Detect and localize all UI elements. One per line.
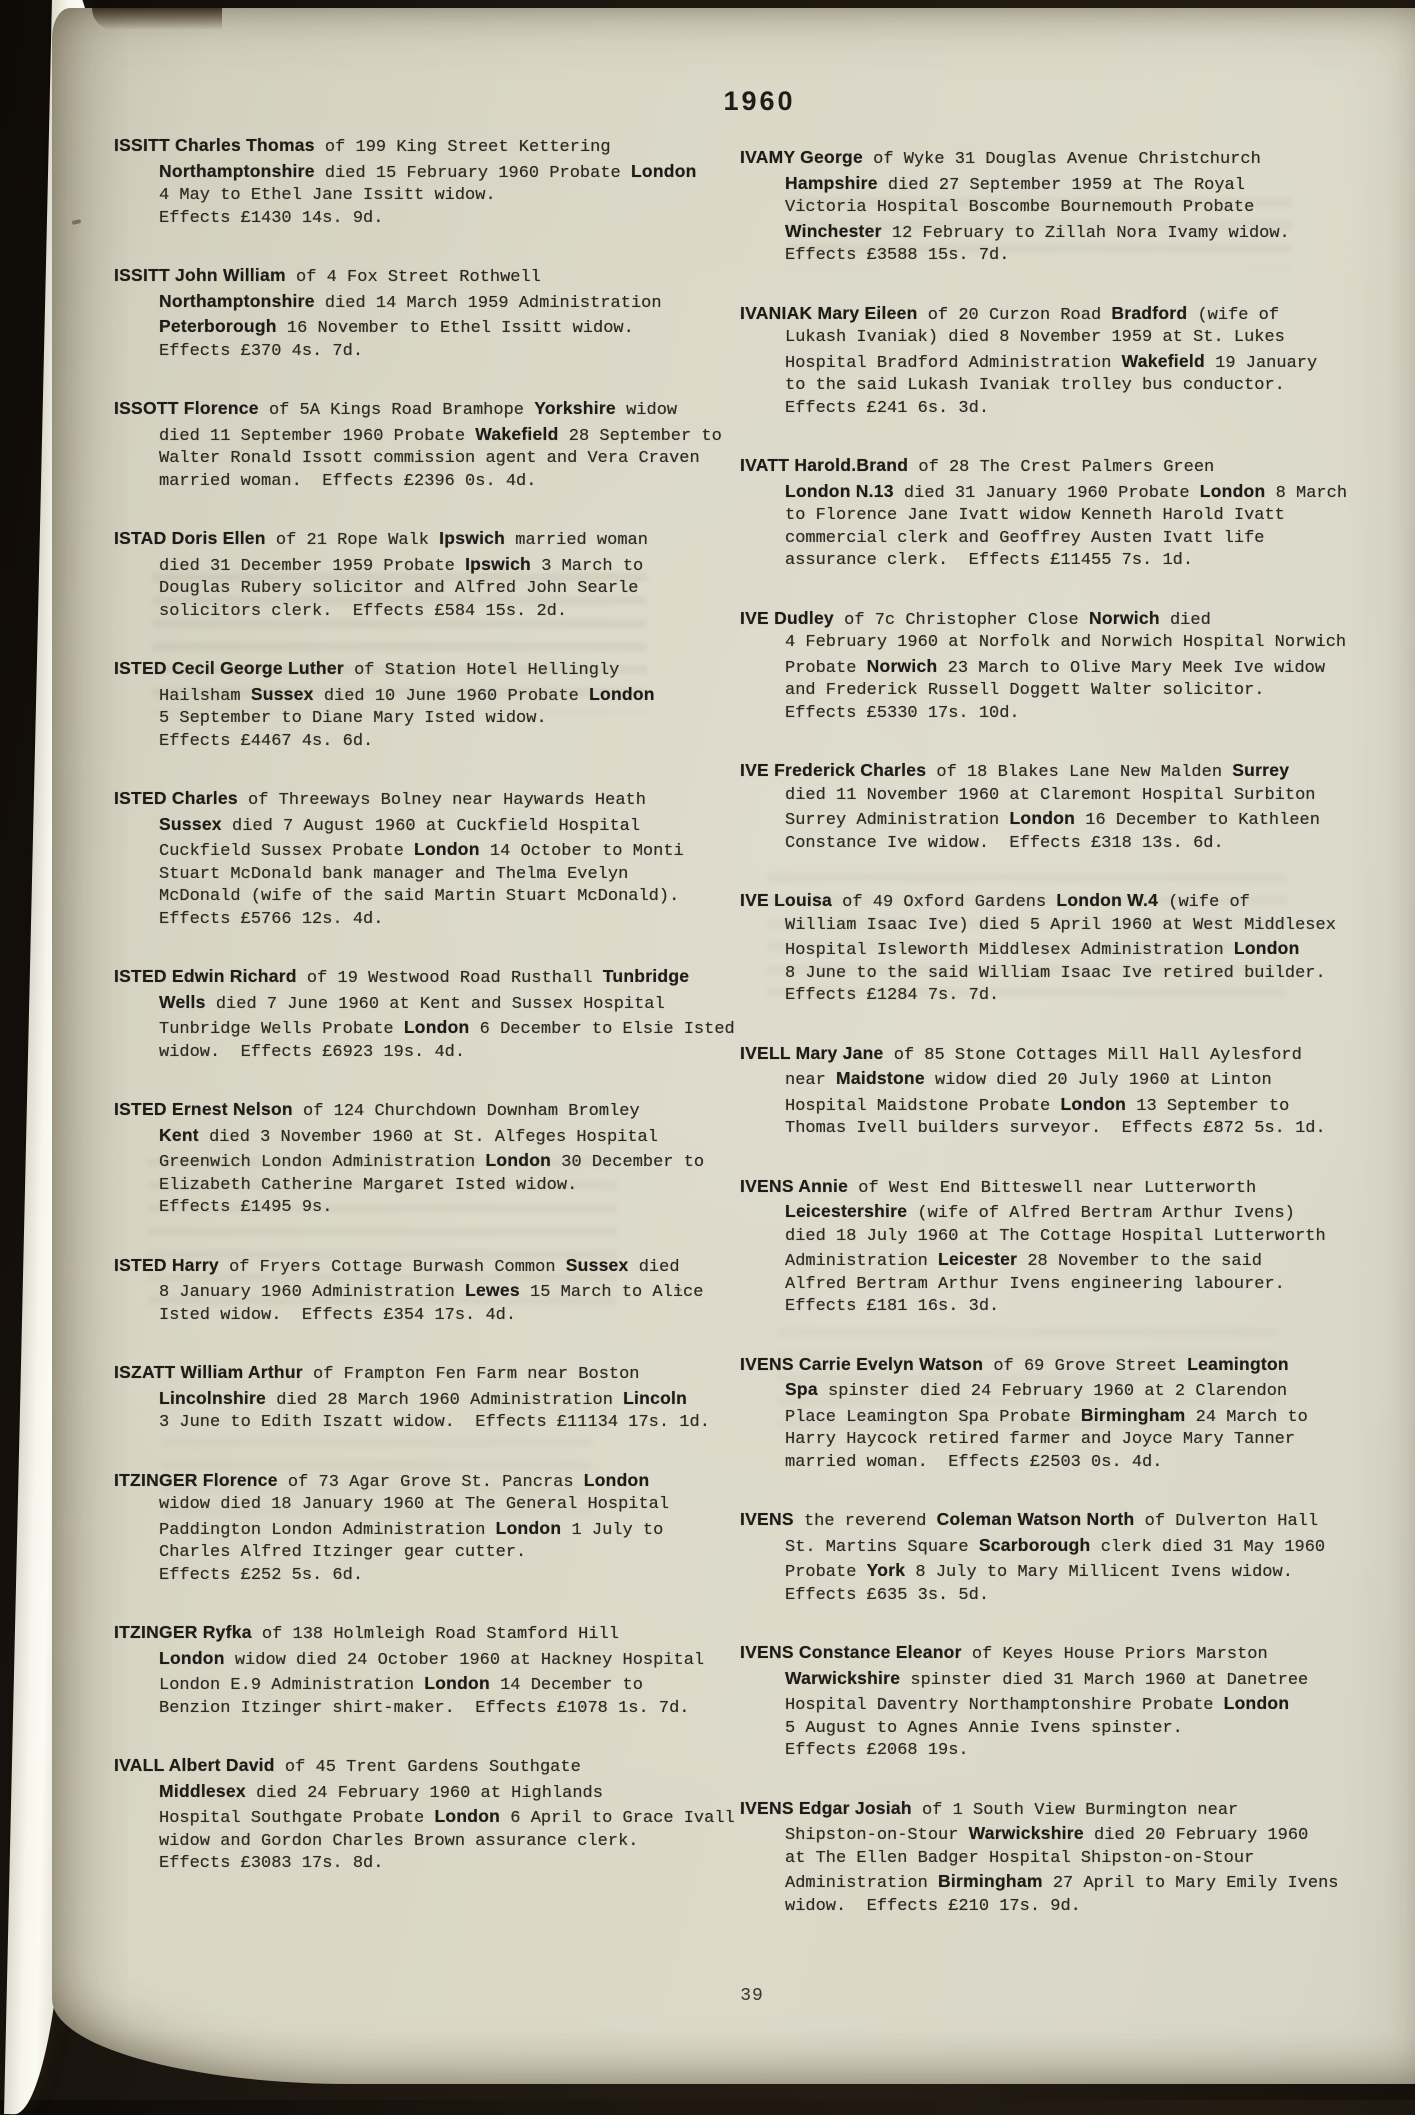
probate-entry xyxy=(114,1621,762,1720)
bold-name-or-registry: Tunbridge xyxy=(602,966,690,986)
bold-name-or-registry: IVENS Annie xyxy=(740,1175,849,1196)
bold-name-or-registry: Lincoln xyxy=(623,1387,688,1408)
probate-entry xyxy=(114,1254,762,1328)
entry-line: IVE Frederick Charles of 18 Blakes Lane New Malden Surrey xyxy=(740,760,1290,782)
bold-name-or-registry: Lewes xyxy=(465,1280,520,1300)
probate-entry xyxy=(114,134,762,230)
entry-line: died 31 December 1959 Probate Ipswich 3 March to xyxy=(159,553,644,576)
entry-line: Walter Ronald Issott commission agent and Vera Craven xyxy=(159,449,700,468)
bold-name-or-registry: London N.13 xyxy=(785,480,894,501)
bold-name-or-registry: Warwickshire xyxy=(785,1667,901,1688)
bold-name-or-registry: London xyxy=(495,1517,562,1538)
entry-line: Probate Norwich 23 March to Olive Mary Meek Ive widow xyxy=(785,655,1326,678)
probate-entry xyxy=(114,1469,762,1588)
bold-name-or-registry: ISTED Ernest Nelson xyxy=(114,1099,293,1119)
bold-name-or-registry: IVENS Edgar Josiah xyxy=(740,1797,912,1818)
entry-line: Surrey Administration London 16 December to Kathleen xyxy=(785,808,1320,830)
bold-name-or-registry: IVENS Constance Eleanor xyxy=(740,1642,962,1662)
entry-line: ISTED Edwin Richard of 19 Westwood Road Rusthall Tunbridge xyxy=(114,966,690,988)
bold-name-or-registry: Scarborough xyxy=(978,1534,1091,1555)
probate-entry xyxy=(740,146,1388,268)
entry-line: Victoria Hospital Boscombe Bournemouth Probate xyxy=(785,198,1255,217)
page-number: 39 xyxy=(740,1986,764,2006)
entry-line: IVENS Constance Eleanor of Keyes House Priors Marston xyxy=(740,1642,1268,1664)
probate-entry xyxy=(114,1098,762,1220)
entry-line: solicitors clerk. Effects £584 15s. 2d. xyxy=(159,601,568,621)
entry-line: Peterborough 16 November to Ethel Issitt widow. xyxy=(159,316,634,338)
bold-name-or-registry: Norwich xyxy=(1088,607,1160,628)
probate-entry xyxy=(114,965,762,1064)
entry-line: Effects £1430 14s. 9d. xyxy=(159,208,384,228)
entry-line: Effects £3588 15s. 7d. xyxy=(785,246,1010,265)
entry-line: Alfred Bertram Arthur Ivens engineering labourer. xyxy=(785,1274,1285,1294)
entry-line: Administration Leicester 28 November to the said xyxy=(785,1249,1262,1271)
bold-name-or-registry: Spa xyxy=(785,1379,818,1399)
bold-name-or-registry: ITZINGER Florence xyxy=(114,1469,278,1490)
bold-name-or-registry: Coleman Watson North xyxy=(936,1509,1135,1529)
entry-line: IVELL Mary Jane of 85 Stone Cottages Mill Hall Aylesford xyxy=(740,1042,1302,1065)
bold-name-or-registry: London xyxy=(583,1469,650,1490)
bold-name-or-registry: IVAMY George xyxy=(740,147,863,167)
bold-name-or-registry: Yorkshire xyxy=(534,398,616,418)
entry-line: Greenwich London Administration London 30 December to xyxy=(159,1150,705,1172)
bold-name-or-registry: London xyxy=(159,1647,225,1668)
entry-line: ISTED Charles of Threeways Bolney near Haywards Heath xyxy=(114,788,646,810)
probate-entry xyxy=(740,889,1388,1008)
bold-name-or-registry: ISZATT William Arthur xyxy=(114,1362,303,1382)
entry-line: Effects £181 16s. 3d. xyxy=(785,1297,1000,1316)
entry-line: Isted widow. Effects £354 17s. 4d. xyxy=(159,1305,517,1325)
bold-name-or-registry: London W.4 xyxy=(1056,890,1159,910)
year-header: 1960 xyxy=(723,86,796,116)
bold-name-or-registry: IVE Frederick Charles xyxy=(740,760,927,780)
entry-line: died 11 November 1960 at Claremont Hospital Surbiton xyxy=(785,785,1316,805)
bold-name-or-registry: London xyxy=(630,160,697,181)
entry-line: Place Leamington Spa Probate Birmingham 24 March to xyxy=(785,1404,1308,1427)
bold-name-or-registry: York xyxy=(866,1560,906,1580)
bold-name-or-registry: IVE Dudley xyxy=(740,607,834,628)
entry-line: Lukash Ivaniak) died 8 November 1959 at St. Lukes xyxy=(785,328,1285,347)
bold-name-or-registry: ISTED Edwin Richard xyxy=(114,966,297,986)
probate-entry xyxy=(740,1508,1388,1607)
entry-line: 8 January 1960 Administration Lewes 15 March to Alice xyxy=(159,1280,704,1302)
probate-entry xyxy=(740,1641,1388,1763)
probate-entry xyxy=(740,607,1388,726)
bold-name-or-registry: Surrey xyxy=(1232,760,1290,780)
probate-entry xyxy=(114,397,762,493)
entry-line: 8 June to the said William Isaac Ive retired builder. xyxy=(785,963,1326,983)
entry-line: Paddington London Administration London 1 July to xyxy=(159,1517,664,1540)
entry-line: widow and Gordon Charles Brown assurance clerk. xyxy=(159,1831,639,1851)
entry-line: Thomas Ivell builders surveyor. Effects £872 5s. 1d. xyxy=(785,1119,1326,1138)
entry-line: Administration Birmingham 27 April to Mary Emily Ivens xyxy=(785,1871,1339,1893)
bold-name-or-registry: Birmingham xyxy=(1080,1404,1186,1425)
bold-name-or-registry: London xyxy=(1009,808,1076,828)
bold-name-or-registry: London xyxy=(589,683,655,704)
bold-name-or-registry: ITZINGER Ryfka xyxy=(114,1622,252,1642)
entry-line: London N.13 died 31 January 1960 Probate London 8 March xyxy=(785,480,1348,503)
bold-name-or-registry: IVENS xyxy=(740,1509,794,1529)
probate-entry xyxy=(740,454,1388,573)
entry-line: London widow died 24 October 1960 at Hackney Hospital xyxy=(159,1647,705,1670)
bold-name-or-registry: IVENS Carrie Evelyn Watson xyxy=(740,1353,984,1374)
entry-line: Hospital Southgate Probate London 6 April to Grace Ivall xyxy=(159,1806,735,1828)
entry-line: McDonald (wife of the said Martin Stuart McDonald). xyxy=(159,887,680,906)
entry-line: Hospital Bradford Administration Wakefield 19 January xyxy=(785,350,1318,373)
entry-line: Effects £5330 17s. 10d. xyxy=(785,703,1020,723)
entry-line: ISSITT John William of 4 Fox Street Rothwell xyxy=(114,265,541,287)
probate-entry xyxy=(740,759,1388,855)
entry-line: Leicestershire (wife of Alfred Bertram Arthur Ivens) xyxy=(785,1201,1295,1223)
entry-line: Hospital Isleworth Middlesex Administration London xyxy=(785,938,1300,960)
entry-line: IVATT Harold.Brand of 28 The Crest Palmers Green xyxy=(740,455,1215,477)
entry-line: Constance Ive widow. Effects £318 13s. 6d. xyxy=(785,833,1224,853)
entry-line: Effects £2068 19s. xyxy=(785,1741,969,1760)
entry-line: Kent died 3 November 1960 at St. Alfeges Hospital xyxy=(159,1124,658,1147)
bold-name-or-registry: Bradford xyxy=(1111,302,1188,323)
bold-name-or-registry: Wells xyxy=(159,991,206,1012)
bold-name-or-registry: Maidstone xyxy=(836,1068,925,1088)
bold-name-or-registry: London xyxy=(1199,480,1266,501)
entry-line: ITZINGER Ryfka of 138 Holmleigh Road Stamford Hill xyxy=(114,1622,619,1644)
entry-line: Northamptonshire died 14 March 1959 Administration xyxy=(159,290,662,313)
bold-name-or-registry: ISSITT Charles Thomas xyxy=(114,135,315,155)
entry-line: ISSOTT Florence of 5A Kings Road Bramhope Yorkshire widow xyxy=(114,398,678,420)
bold-name-or-registry: London xyxy=(485,1150,552,1170)
bold-name-or-registry: Kent xyxy=(159,1124,199,1145)
bold-name-or-registry: London xyxy=(1233,938,1300,958)
probate-entry xyxy=(740,1175,1388,1319)
entry-line: IVANIAK Mary Eileen of 20 Curzon Road Bradford (wife of xyxy=(740,302,1280,325)
entry-line: Winchester 12 February to Zillah Nora Ivamy widow. xyxy=(785,220,1290,243)
entry-line: Harry Haycock retired farmer and Joyce Mary Tanner xyxy=(785,1430,1296,1449)
entry-line: Stuart McDonald bank manager and Thelma Evelyn xyxy=(159,864,629,884)
probate-entry xyxy=(114,787,762,931)
entry-line: Effects £370 4s. 7d. xyxy=(159,341,364,361)
entry-line: near Maidstone widow died 20 July 1960 at Linton xyxy=(785,1068,1272,1090)
entry-line: Middlesex died 24 February 1960 at Highlands xyxy=(159,1780,603,1803)
entry-line: 4 February 1960 at Norfolk and Norwich Hospital Norwich xyxy=(785,633,1347,652)
bold-name-or-registry: Ipswich xyxy=(439,528,506,548)
probate-entry xyxy=(740,1353,1388,1475)
bold-name-or-registry: London xyxy=(434,1806,501,1826)
bold-name-or-registry: ISTED Harry xyxy=(114,1254,219,1275)
bold-name-or-registry: Leamington xyxy=(1187,1353,1289,1374)
entry-line: ISZATT William Arthur of Frampton Fen Farm near Boston xyxy=(114,1362,640,1384)
entry-line: Warwickshire spinster died 31 March 1960 at Danetree xyxy=(785,1667,1309,1690)
entry-line: Shipston-on-Stour Warwickshire died 20 February 1960 xyxy=(785,1823,1309,1845)
right-column xyxy=(740,146,1388,1952)
entry-line: Wells died 7 June 1960 at Kent and Sussex Hospital xyxy=(159,991,665,1014)
bold-name-or-registry: London xyxy=(1060,1093,1127,1114)
bold-name-or-registry: Leicester xyxy=(938,1249,1018,1269)
entry-line: to Florence Jane Ivatt widow Kenneth Harold Ivatt xyxy=(785,506,1285,525)
entry-line: married woman. Effects £2503 0s. 4d. xyxy=(785,1452,1163,1472)
bold-name-or-registry: ISSOTT Florence xyxy=(114,398,259,418)
bold-name-or-registry: London xyxy=(1223,1693,1290,1713)
bold-name-or-registry: Middlesex xyxy=(159,1780,246,1801)
entry-line: Effects £241 6s. 3d. xyxy=(785,398,990,418)
bold-name-or-registry: ISTED Charles xyxy=(114,788,238,808)
probate-entry xyxy=(114,1754,762,1876)
entry-line: 4 May to Ethel Jane Issitt widow. xyxy=(159,186,496,205)
entry-line: Northamptonshire died 15 February 1960 Probate London xyxy=(159,160,697,183)
entry-line: died 11 September 1960 Probate Wakefield 28 September to xyxy=(159,423,722,446)
probate-entry xyxy=(114,264,762,363)
bold-name-or-registry: Warwickshire xyxy=(968,1823,1084,1843)
margin-mark xyxy=(72,219,82,225)
entry-line: IVE Louisa of 49 Oxford Gardens London W.4 (wife of xyxy=(740,890,1250,912)
bold-name-or-registry: Lincolnshire xyxy=(159,1387,267,1408)
entry-line: Hospital Maidstone Probate London 13 September to xyxy=(785,1093,1290,1116)
bold-name-or-registry: Wakefield xyxy=(1121,350,1205,371)
entry-line: ISTED Ernest Nelson of 124 Churchdown Downham Bromley xyxy=(114,1099,640,1121)
entry-line: Charles Alfred Itzinger gear cutter. xyxy=(159,1543,527,1562)
bold-name-or-registry: ISTED Cecil George Luther xyxy=(114,658,344,678)
entry-line: Effects £635 3s. 5d. xyxy=(785,1585,990,1605)
bold-name-or-registry: London xyxy=(424,1673,490,1693)
entry-line: widow. Effects £6923 19s. 4d. xyxy=(159,1042,466,1062)
entry-line: Sussex died 7 August 1960 at Cuckfield Hospital xyxy=(159,813,641,836)
bold-name-or-registry: IVANIAK Mary Eileen xyxy=(740,302,918,323)
entry-line: at The Ellen Badger Hospital Shipston-on-Stour xyxy=(785,1848,1255,1868)
bold-name-or-registry: IVALL Albert David xyxy=(114,1755,275,1775)
bold-name-or-registry: Norwich xyxy=(866,655,938,676)
probate-page xyxy=(52,8,1415,2084)
entry-line: IVALL Albert David of 45 Trent Gardens Southgate xyxy=(114,1755,581,1777)
entry-line: ISTED Cecil George Luther of Station Hotel Hellingly xyxy=(114,658,620,680)
bold-name-or-registry: Sussex xyxy=(159,813,222,834)
entry-line: Douglas Rubery solicitor and Alfred John Searle xyxy=(159,579,639,598)
entry-line: IVAMY George of Wyke 31 Douglas Avenue Christchurch xyxy=(740,147,1261,169)
probate-entry xyxy=(740,1042,1388,1141)
entry-line: widow died 18 January 1960 at The General Hospital xyxy=(159,1495,670,1514)
entry-line: Hospital Daventry Northamptonshire Probate London xyxy=(785,1693,1290,1715)
entry-line: married woman. Effects £2396 0s. 4d. xyxy=(159,471,537,491)
bold-name-or-registry: Winchester xyxy=(785,220,882,241)
entry-line: widow. Effects £210 17s. 9d. xyxy=(785,1896,1081,1916)
entry-line: St. Martins Square Scarborough clerk died 31 May 1960 xyxy=(785,1534,1326,1557)
entry-line: Effects £1495 9s. xyxy=(159,1198,333,1217)
bold-name-or-registry: IVE Louisa xyxy=(740,890,832,910)
entry-line: IVENS the reverend Coleman Watson North of Dulverton Hall xyxy=(740,1509,1319,1531)
entry-line: Probate York 8 July to Mary Millicent Ivens widow. xyxy=(785,1560,1293,1582)
entry-line: ITZINGER Florence of 73 Agar Grove St. Pancras London xyxy=(114,1469,650,1492)
entry-line: ISTAD Doris Ellen of 21 Rope Walk Ipswich married woman xyxy=(114,528,648,550)
binding-shadow xyxy=(92,8,222,30)
entry-line: Elizabeth Catherine Margaret Isted widow. xyxy=(159,1175,578,1195)
entry-line: and Frederick Russell Doggett Walter solicitor. xyxy=(785,681,1265,700)
probate-entry xyxy=(114,657,762,753)
bold-name-or-registry: Birmingham xyxy=(938,1871,1043,1891)
bold-name-or-registry: Sussex xyxy=(250,683,314,704)
bold-name-or-registry: ISSITT John William xyxy=(114,265,286,285)
bold-name-or-registry: ISTAD Doris Ellen xyxy=(114,528,266,548)
bold-name-or-registry: Sussex xyxy=(565,1254,629,1275)
entry-line: 5 August to Agnes Annie Ivens spinster. xyxy=(785,1718,1183,1738)
entry-line: died 18 July 1960 at The Cottage Hospital Lutterworth xyxy=(785,1226,1326,1246)
entry-line: commercial clerk and Geoffrey Austen Ivatt life xyxy=(785,528,1265,548)
entry-line: 5 September to Diane Mary Isted widow. xyxy=(159,709,547,728)
entry-line: Effects £1284 7s. 7d. xyxy=(785,986,1000,1005)
entry-line: ISSITT Charles Thomas of 199 King Street Kettering xyxy=(114,135,611,157)
entry-line: ISTED Harry of Fryers Cottage Burwash Common Sussex died xyxy=(114,1254,680,1277)
entry-line: Effects £252 5s. 6d. xyxy=(159,1565,364,1585)
entry-line: Hampshire died 27 September 1959 at The Royal xyxy=(785,172,1245,195)
bold-name-or-registry: IVATT Harold.Brand xyxy=(740,455,909,475)
bold-name-or-registry: Peterborough xyxy=(159,316,277,336)
entry-line: Hailsham Sussex died 10 June 1960 Probate London xyxy=(159,683,655,706)
entry-line: William Isaac Ive) died 5 April 1960 at West Middlesex xyxy=(785,915,1336,935)
bold-name-or-registry: Wakefield xyxy=(475,423,559,444)
bold-name-or-registry: London xyxy=(403,1017,470,1037)
entry-line: assurance clerk. Effects £11455 7s. 1d. xyxy=(785,551,1194,570)
entry-line: Spa spinster died 24 February 1960 at 2 Clarendon xyxy=(785,1379,1288,1401)
entry-line: Effects £4467 4s. 6d. xyxy=(159,731,374,751)
entry-line: IVE Dudley of 7c Christopher Close Norwich died xyxy=(740,607,1211,630)
entry-line: Effects £3083 17s. 8d. xyxy=(159,1854,384,1873)
left-column xyxy=(114,134,762,1910)
entry-line: 3 June to Edith Iszatt widow. Effects £11134 17s. 1d. xyxy=(159,1413,710,1432)
entry-line: to the said Lukash Ivaniak trolley bus conductor. xyxy=(785,376,1285,395)
entry-line: IVENS Carrie Evelyn Watson of 69 Grove Street Leamington xyxy=(740,1353,1289,1376)
bold-name-or-registry: Northamptonshire xyxy=(159,160,315,181)
entry-line: Cuckfield Sussex Probate London 14 October to Monti xyxy=(159,839,684,861)
entry-line: London E.9 Administration London 14 December to xyxy=(159,1673,643,1695)
entry-line: IVENS Annie of West End Bitteswell near Lutterworth xyxy=(740,1175,1257,1198)
entry-line: Benzion Itzinger shirt-maker. Effects £1078 1s. 7d. xyxy=(159,1698,690,1718)
bold-name-or-registry: London xyxy=(414,839,480,859)
entry-line: Lincolnshire died 28 March 1960 Administration Lincoln xyxy=(159,1387,688,1410)
probate-entry xyxy=(114,1361,762,1435)
entry-line: IVENS Edgar Josiah of 1 South View Burmington near xyxy=(740,1797,1239,1820)
bold-name-or-registry: IVELL Mary Jane xyxy=(740,1042,884,1063)
bold-name-or-registry: Hampshire xyxy=(785,172,878,193)
probate-entry xyxy=(114,527,762,623)
probate-entry xyxy=(740,1797,1388,1919)
probate-entry xyxy=(740,302,1388,421)
bold-name-or-registry: Northamptonshire xyxy=(159,290,315,311)
entry-line: Effects £5766 12s. 4d. xyxy=(159,909,384,929)
bold-name-or-registry: Leicestershire xyxy=(785,1201,908,1221)
bold-name-or-registry: Ipswich xyxy=(465,553,531,574)
entry-line: Tunbridge Wells Probate London 6 December to Elsie Isted xyxy=(159,1017,735,1039)
